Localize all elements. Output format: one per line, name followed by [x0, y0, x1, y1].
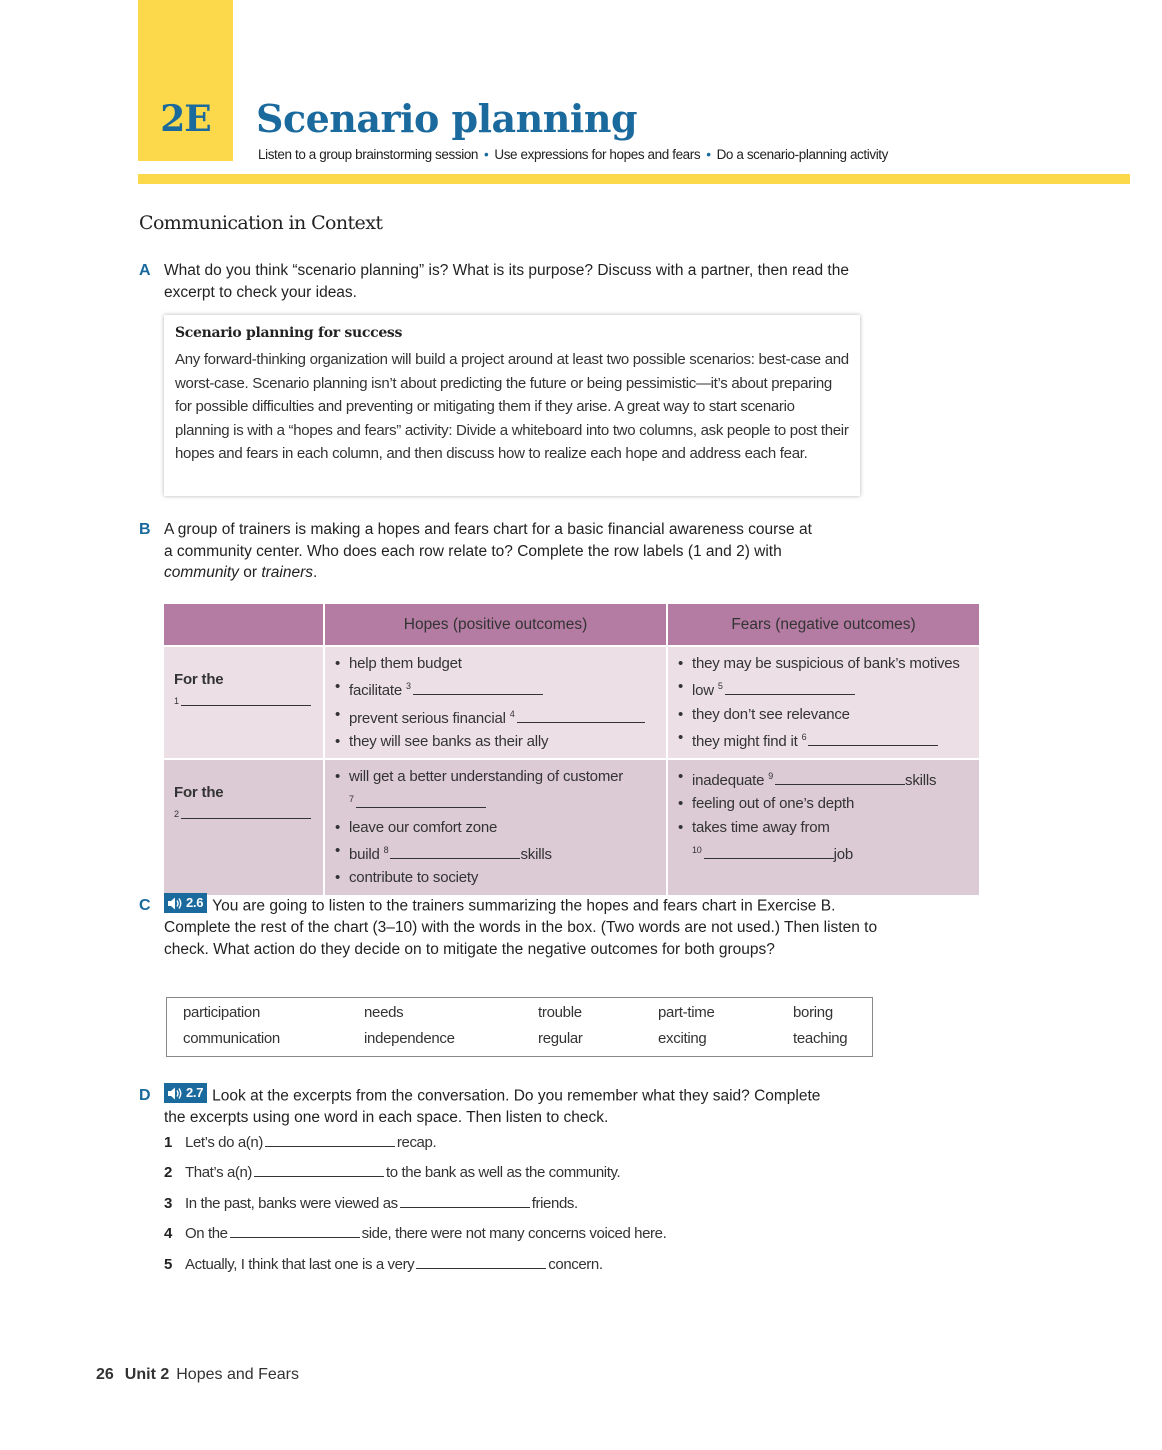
instruction-text: .: [313, 564, 318, 581]
blank-number: 6: [801, 731, 807, 742]
excerpt-body: Any forward-thinking organization will build a project around at least two possible scenarios: best-case and worst-case. Scenario planning isn’t about predicting the future or being pessimistic—it’s about preparing for possible difficulties and preventing or mitigating them if they arise. A great way to start scenario planning is with a “hopes and fears” activity: Divide a whiteboard into two columns, ask people to post their hopes and fears in each column, and then discuss how to realize each hope and address each fear.: [175, 351, 849, 462]
row-label: [164, 646, 324, 759]
answer-blank[interactable]: [725, 681, 855, 695]
word-box-item: needs: [364, 1004, 404, 1021]
item-text: leave our comfort zone: [349, 818, 498, 836]
chart-item: [335, 703, 656, 730]
exercise-c: [139, 893, 879, 960]
answer-blank[interactable]: [181, 805, 311, 819]
word-box-item: teaching: [793, 1030, 848, 1047]
item-text: low: [692, 682, 714, 700]
answer-blank[interactable]: [416, 1255, 546, 1269]
objective: Use expressions for hopes and fears: [494, 147, 701, 162]
blank-number: 7: [349, 794, 354, 805]
page-footer: [96, 1366, 299, 1384]
chart-item: [335, 866, 656, 889]
chart-item: [335, 839, 656, 866]
excerpt-item: [164, 1163, 620, 1181]
word-box: [166, 997, 873, 1057]
chart-item: [335, 765, 656, 788]
row-label-blank[interactable]: [174, 805, 313, 819]
item-text: will get a better understanding of customer: [349, 768, 624, 786]
answer-blank[interactable]: [704, 845, 834, 859]
instruction-text: A group of trainers is making a hopes and fears chart for a basic financial awareness course at a community center. Who does each row relate to? Complete the row labels (1 and 2) with: [164, 521, 812, 560]
bullet-separator: •: [706, 147, 711, 162]
item-number: 5: [164, 1256, 172, 1273]
item-text: takes time away from: [692, 818, 830, 836]
word-box-item: participation: [183, 1004, 260, 1021]
answer-blank[interactable]: [808, 732, 938, 746]
word-box-item: part-time: [658, 1004, 715, 1021]
excerpt-item: [164, 1255, 603, 1273]
answer-blank[interactable]: [400, 1194, 530, 1208]
blank-number: 3: [406, 681, 411, 692]
header-hopes: Hopes (positive outcomes): [324, 604, 667, 646]
exercise-d: [139, 1083, 839, 1129]
hopes-cell: [324, 759, 667, 894]
exercise-instruction: [164, 1083, 839, 1129]
lesson-objectives: [258, 147, 888, 162]
page-number: 26: [96, 1366, 114, 1383]
chart-item: [335, 816, 656, 839]
fears-cell: [667, 646, 979, 759]
chart-item: [678, 675, 969, 702]
excerpt-item: [164, 1194, 578, 1212]
item-text: skills: [905, 772, 937, 790]
row-label-text: For the: [174, 671, 224, 688]
objective: Do a scenario-planning activity: [716, 147, 889, 162]
item-text: Actually, I think that last one is a very: [185, 1256, 415, 1273]
item-text: On the: [185, 1225, 228, 1242]
item-text: recap.: [396, 1134, 437, 1151]
item-text: feeling out of one’s depth: [692, 795, 855, 813]
item-text: they don’t see relevance: [692, 705, 850, 723]
excerpt-title: Scenario planning for success: [175, 325, 403, 341]
blank-number: 8: [383, 845, 389, 856]
unit-label: Unit 2: [124, 1366, 170, 1383]
exercise-a: [139, 260, 859, 303]
exercise-letter: A: [139, 262, 151, 279]
chart-item: [678, 765, 969, 792]
exercise-letter: C: [139, 897, 151, 914]
chart-row: [164, 646, 979, 759]
word-box-item: exciting: [658, 1030, 707, 1047]
exercise-instruction: [164, 519, 819, 584]
blank-number: 1: [174, 696, 179, 706]
fears-cell: [667, 759, 979, 894]
word-box-item: boring: [793, 1004, 833, 1021]
blank-number: 2: [174, 809, 179, 820]
item-number: 1: [164, 1134, 172, 1151]
hopes-fears-chart: [164, 604, 979, 887]
item-text: facilitate: [349, 682, 403, 700]
unit-title: Hopes and Fears: [176, 1366, 299, 1383]
excerpt-item: [164, 1224, 666, 1242]
audio-track-number: 2.7: [186, 1085, 204, 1101]
item-number: 2: [164, 1164, 172, 1181]
answer-blank[interactable]: [775, 771, 905, 785]
item-text: build: [349, 846, 380, 864]
audio-button[interactable]: [164, 893, 207, 913]
lesson-code: 2E: [160, 98, 211, 140]
item-text: skills: [520, 846, 552, 864]
instruction-text: You are going to listen to the trainers summarizing the hopes and fears chart in Exercise B. Complete the rest of the chart (3–10) with the words in the box. (Two words are not used.) Then listen to check. What action do they decide on to mitigate the negative outcomes for both groups?: [164, 897, 878, 958]
item-text: to the bank as well as the community.: [386, 1164, 621, 1181]
item-text: friends.: [531, 1195, 578, 1212]
chart-item: [678, 726, 969, 753]
option-trainers: trainers: [261, 564, 314, 581]
instruction-text: Look at the excerpts from the conversation. Do you remember what they said? Complete the excerpts using one word in each space. Then listen to check.: [164, 1087, 821, 1126]
header-empty: [164, 604, 324, 646]
option-community: community: [164, 564, 239, 581]
instruction-text: or: [238, 564, 262, 581]
audio-button[interactable]: [164, 1083, 207, 1103]
word-box-item: trouble: [538, 1004, 582, 1021]
row-label: [164, 759, 324, 894]
exercise-instruction: [164, 893, 879, 960]
row-label-blank[interactable]: [174, 692, 313, 706]
answer-blank[interactable]: [181, 692, 311, 706]
item-text: concern.: [548, 1256, 603, 1273]
header-fears: Fears (negative outcomes): [667, 604, 979, 646]
answer-blank[interactable]: [517, 709, 645, 723]
answer-blank[interactable]: [230, 1224, 360, 1238]
chart-item: [678, 652, 969, 675]
audio-track-number: 2.6: [186, 895, 204, 911]
hopes-cell: [324, 646, 667, 759]
answer-blank[interactable]: [254, 1163, 384, 1177]
answer-blank[interactable]: [265, 1133, 395, 1147]
objective: Listen to a group brainstorming session: [258, 147, 479, 162]
chart-item: [678, 816, 969, 839]
word-box-item: communication: [183, 1030, 280, 1047]
row-label-text: For the: [174, 784, 224, 802]
excerpt-item: [164, 1133, 436, 1151]
blank-number: 9: [768, 771, 774, 782]
item-text: contribute to society: [349, 869, 479, 887]
item-text: prevent serious financial: [349, 709, 506, 727]
section-heading: Communication in Context: [139, 212, 383, 234]
header-divider: [138, 174, 1130, 184]
speaker-icon: [168, 897, 182, 910]
item-text: they might find it: [692, 732, 798, 750]
word-box-item: independence: [364, 1030, 455, 1047]
item-text: inadequate: [692, 772, 765, 790]
blank-number: 4: [509, 708, 515, 719]
chart-item: [335, 675, 656, 702]
item-text: In the past, banks were viewed as: [185, 1195, 398, 1212]
exercise-instruction: What do you think “scenario planning” is? What is its purpose? Discuss with a partner, then read the excerpt to check your ideas.: [164, 262, 849, 301]
chart-item: [678, 839, 969, 866]
item-text: Let’s do a(n): [185, 1134, 263, 1151]
item-text: That’s a(n): [185, 1164, 253, 1181]
speaker-icon: [168, 1087, 182, 1100]
chart-item: [335, 788, 656, 815]
excerpt-box: [164, 315, 860, 496]
blank-number: 10: [692, 845, 702, 856]
chart-row: [164, 759, 979, 894]
answer-blank[interactable]: [356, 794, 486, 808]
item-text: job: [833, 846, 854, 864]
chart-item: [678, 792, 969, 815]
answer-blank[interactable]: [390, 845, 520, 859]
exercise-letter: D: [139, 1087, 151, 1104]
page-title: Scenario planning: [256, 96, 638, 141]
blank-number: 5: [717, 681, 723, 692]
word-box-item: regular: [538, 1030, 583, 1047]
chart-item: [335, 730, 656, 753]
item-text: they will see banks as their ally: [349, 732, 549, 750]
bullet-separator: •: [484, 147, 489, 162]
exercise-b: [139, 519, 819, 584]
chart-item: [335, 652, 656, 675]
chart-item: [678, 703, 969, 726]
item-number: 3: [164, 1195, 172, 1212]
exercise-letter: B: [139, 521, 151, 538]
item-text: help them budget: [349, 655, 462, 672]
item-text: they may be suspicious of bank’s motives: [692, 655, 960, 672]
item-number: 4: [164, 1225, 172, 1242]
answer-blank[interactable]: [413, 681, 543, 695]
item-text: side, there were not many concerns voiced here.: [361, 1225, 667, 1242]
